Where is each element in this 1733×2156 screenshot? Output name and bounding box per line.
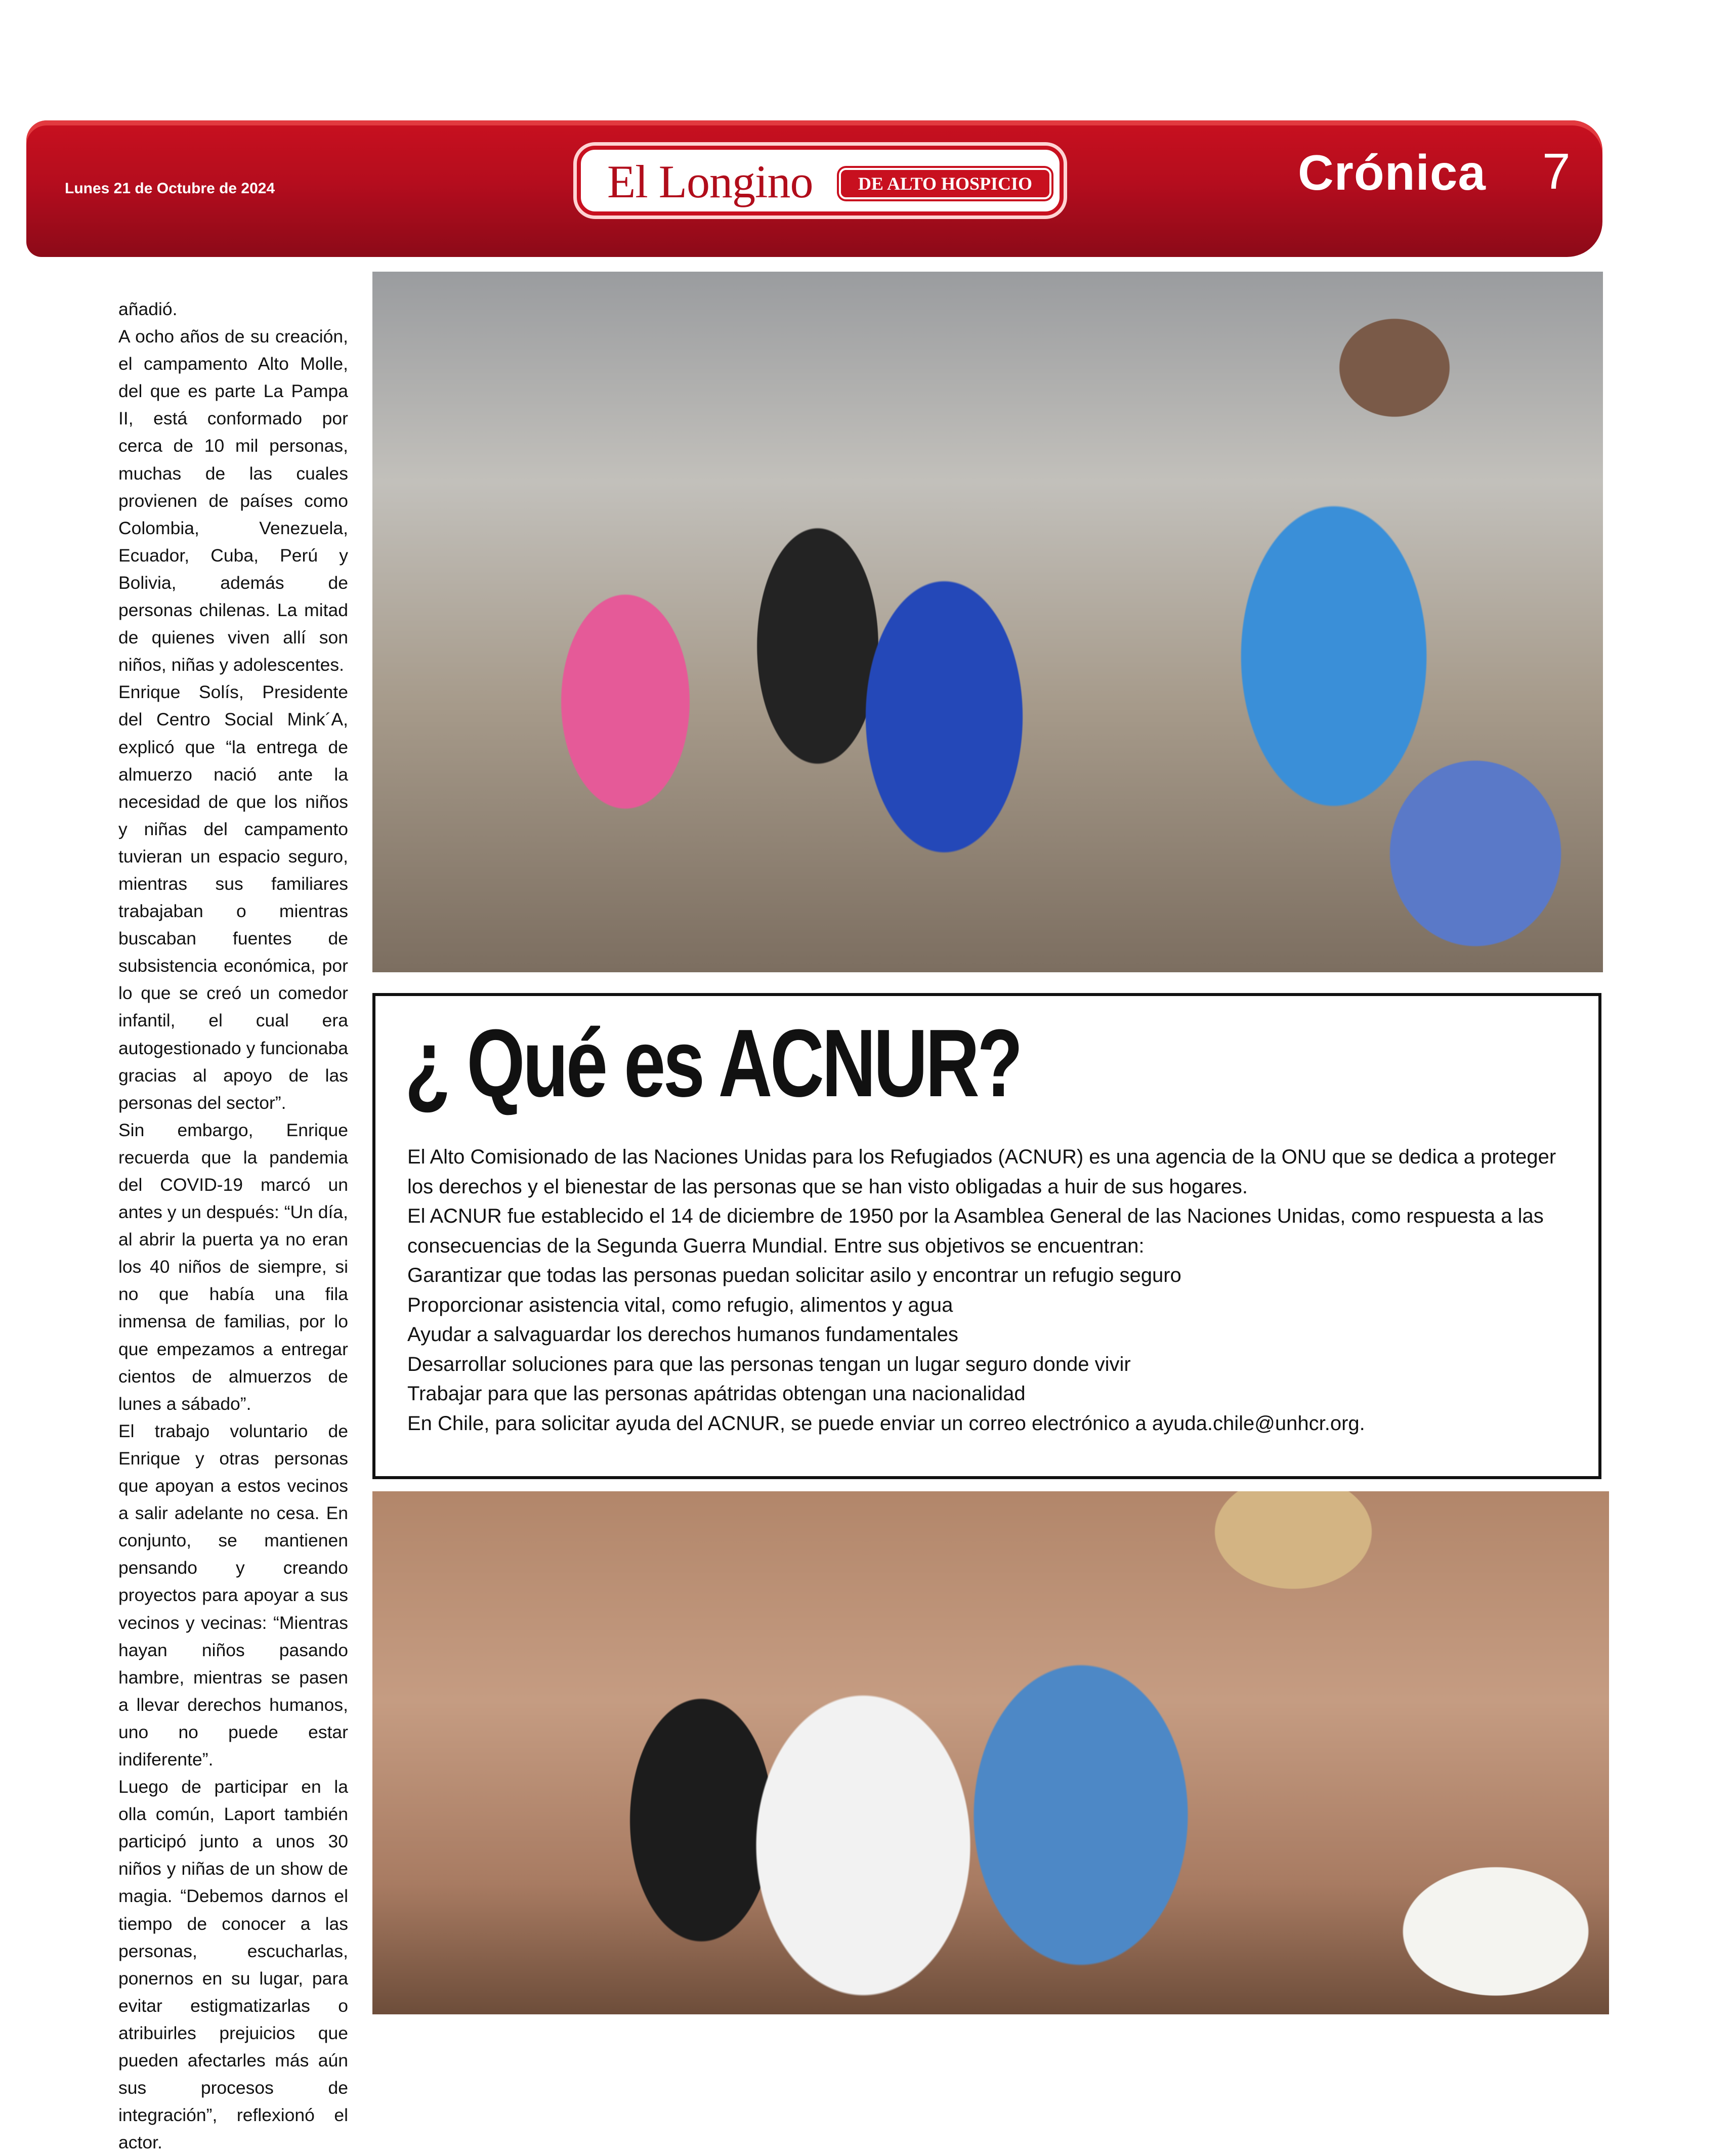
acnur-box-line: Desarrollar soluciones para que las personas tengan un lugar seguro donde vivir xyxy=(407,1353,1131,1375)
article-paragraph: añadió. xyxy=(118,299,178,319)
acnur-box-line: El ACNUR fue establecido el 14 de diciembre de 1950 por la Asamblea General de las Naciones Unidas, como respuesta a las consecuencias de la Segunda Guerra Mundial. Entre sus objetivos se encuentran: xyxy=(407,1205,1544,1257)
acnur-box-line: El Alto Comisionado de las Naciones Unidas para los Refugiados (ACNUR) es una agencia de la ONU que se dedica a proteger los derechos y el bienestar de las personas que se han visto obligadas a huir de sus hogares. xyxy=(407,1146,1556,1198)
article-column xyxy=(118,295,348,2156)
acnur-box-line: Proporcionar asistencia vital, como refugio, alimentos y agua xyxy=(407,1293,953,1316)
article-paragraph: Luego de participar en la olla común, Laport también participó junto a unos 30 niños y niñas de un show de magia. “Debemos darnos el tiempo de conocer a las personas, escucharlas, ponernos en su lugar, para evitar estigmatizarlas o atribuirles prejuicios que pueden afectarles más aún sus procesos de integración”, reflexionó el actor. xyxy=(118,1777,348,2153)
acnur-box-body xyxy=(407,1142,1576,1438)
masthead-logo xyxy=(577,146,1064,215)
section-title: Crónica xyxy=(1298,145,1486,200)
article-paragraph: Sin embargo, Enrique recuerda que la pandemia del COVID-19 marcó un antes y un después: “Un día, al abrir la puerta ya no eran los 40 niños de siempre, si no que había una fila inmensa de familias, por lo que empezamos a entregar cientos de almuerzos de lunes a sábado”. xyxy=(118,1119,348,1414)
masthead-subtitle: DE ALTO HOSPICIO xyxy=(839,168,1051,199)
acnur-box-line: Garantizar que todas las personas puedan solicitar asilo y encontrar un refugio seguro xyxy=(407,1264,1181,1286)
article-paragraph: El trabajo voluntario de Enrique y otras personas que apoyan a estos vecinos a salir adelante no cesa. En conjunto, se mantienen pensando y creando proyectos para apoyar a sus vecinos y vecinas: “Mientras hayan niños pasando hambre, mientras se pasen a llevar derechos humanos, uno no puede estar indiferente”. xyxy=(118,1420,348,1770)
article-paragraph: Enrique Solís, Presidente del Centro Social Mink´A, explicó que “la entrega de almuerzo nació ante la necesidad de que los niños y niñas del campamento tuvieran un espacio seguro, mientras sus familiares trabajaban o mientras buscaban fuentes de subsistencia económica, por lo que se creó un comedor infantil, el cual era autogestionado y funcionaba gracias al apoyo de las personas del sector”. xyxy=(118,682,348,1113)
article-paragraph: A ocho años de su creación, el campamento Alto Molle, del que es parte La Pampa II, está conformado por cerca de 10 mil personas, muchas de las cuales provienen de países como Colombia, Venezuela, Ecuador, Cuba, Perú y Bolivia, además de personas chilenas. La mitad de quienes viven allí son niños, niñas y adolescentes. xyxy=(118,326,348,675)
photo-kitchen-thumbs-up xyxy=(372,1491,1609,2014)
acnur-box-title: ¿ Qué es ACNUR? xyxy=(405,1010,1021,1117)
acnur-box-line: En Chile, para solicitar ayuda del ACNUR, se puede enviar un correo electrónico a ayuda.chile@unhcr.org. xyxy=(407,1412,1365,1435)
issue-date: Lunes 21 de Octubre de 2024 xyxy=(65,180,275,197)
photo-children-bubbles xyxy=(372,272,1603,972)
page-number: 7 xyxy=(1542,143,1571,200)
acnur-box-line: Ayudar a salvaguardar los derechos humanos fundamentales xyxy=(407,1323,958,1346)
acnur-box-line: Trabajar para que las personas apátridas obtengan una nacionalidad xyxy=(407,1383,1026,1405)
masthead-name: El Longino xyxy=(607,156,813,207)
